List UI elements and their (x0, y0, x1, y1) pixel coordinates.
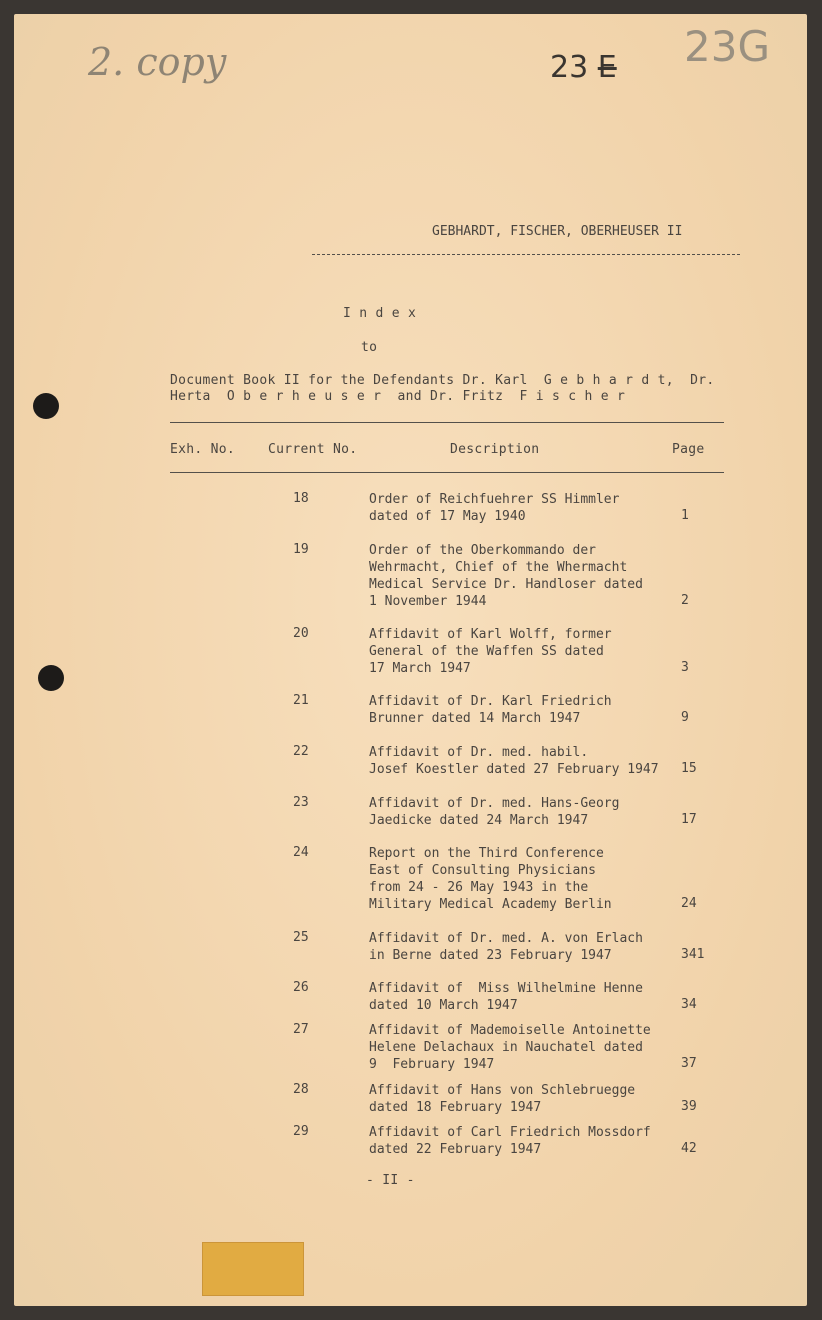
handwritten-doc-number: 23G (684, 22, 770, 71)
entry-description-line: 9 February 1947 (369, 1057, 495, 1072)
entry-description-line: Wehrmacht, Chief of the Whermacht (369, 560, 628, 575)
entry-description (369, 626, 669, 677)
index-title: I n d e x (343, 306, 417, 321)
entry-current-no: 23 (293, 795, 309, 810)
entry-description (369, 693, 669, 727)
col-header-page: Page (672, 442, 705, 457)
entry-page: 341 (681, 947, 705, 962)
col-header-description: Description (450, 442, 540, 457)
index-to: to (361, 340, 378, 355)
punch-hole (38, 665, 64, 691)
adhesive-tape (202, 1242, 304, 1296)
defendants-header: GEBHARDT, FISCHER, OBERHEUSER II (432, 224, 683, 239)
stamp-number-value: 23 (550, 50, 589, 85)
entry-page: 34 (681, 997, 697, 1012)
entry-description-line: Military Medical Academy Berlin (369, 897, 612, 912)
entry-description-line: Affidavit of Dr. med. Hans-Georg (369, 796, 620, 811)
entry-description-line: Affidavit of Carl Friedrich Mossdorf (369, 1125, 651, 1140)
entry-current-no: 19 (293, 542, 309, 557)
title-rule (170, 422, 724, 423)
entry-description-line: Affidavit of Miss Wilhelmine Henne (369, 981, 643, 996)
entry-current-no: 24 (293, 845, 309, 860)
entry-description-line: 17 March 1947 (369, 661, 471, 676)
entry-description-line: Report on the Third Conference (369, 846, 604, 861)
entry-description (369, 980, 669, 1014)
entry-page: 9 (681, 710, 689, 725)
entry-description-line: from 24 - 26 May 1943 in the (369, 880, 589, 895)
entry-current-no: 20 (293, 626, 309, 641)
entry-page: 24 (681, 896, 697, 911)
entry-page: 37 (681, 1056, 697, 1071)
entry-description-line: dated 22 February 1947 (369, 1142, 542, 1157)
entry-page: 17 (681, 812, 697, 827)
entry-description-line: Order of the Oberkommando der (369, 543, 596, 558)
entry-description (369, 845, 669, 913)
entry-description-line: Jaedicke dated 24 March 1947 (369, 813, 589, 828)
entry-description-line: Affidavit of Mademoiselle Antoinette (369, 1023, 651, 1038)
entry-description (369, 491, 669, 525)
handwritten-copy-note: 2. copy (88, 40, 227, 84)
entry-current-no: 29 (293, 1124, 309, 1139)
entry-current-no: 22 (293, 744, 309, 759)
entry-description-line: Helene Delachaux in Nauchatel dated (369, 1040, 643, 1055)
entry-description-line: Affidavit of Dr. med. A. von Erlach (369, 931, 643, 946)
entry-page: 3 (681, 660, 689, 675)
entry-description (369, 1022, 669, 1073)
entry-description-line: General of the Waffen SS dated (369, 644, 604, 659)
entry-page: 2 (681, 593, 689, 608)
col-header-current-no: Current No. (268, 442, 358, 457)
entry-description-line: dated 10 March 1947 (369, 998, 518, 1013)
entry-page: 1 (681, 508, 689, 523)
header-underline (312, 254, 740, 255)
entry-page: 42 (681, 1141, 697, 1156)
column-header-rule (170, 472, 724, 473)
col-header-exh-no: Exh. No. (170, 442, 236, 457)
entry-current-no: 21 (293, 693, 309, 708)
entry-description-line: Josef Koestler dated 27 February 1947 (369, 762, 659, 777)
document-book-title-cont: Herta O b e r h e u s e r and Dr. Fritz F i s c h e r (170, 389, 626, 404)
stamp-struck-letter: E (597, 50, 617, 85)
entry-description-line: Brunner dated 14 March 1947 (369, 711, 581, 726)
entry-description-line: Medical Service Dr. Handloser dated (369, 577, 643, 592)
entry-description (369, 795, 669, 829)
stamp-number (550, 50, 617, 85)
entry-description (369, 744, 669, 778)
entry-description-line: Order of Reichfuehrer SS Himmler (369, 492, 620, 507)
entry-description-line: 1 November 1944 (369, 594, 487, 609)
entry-current-no: 26 (293, 980, 309, 995)
entry-description-line: in Berne dated 23 February 1947 (369, 948, 612, 963)
entry-current-no: 25 (293, 930, 309, 945)
entry-description (369, 930, 669, 964)
entry-current-no: 27 (293, 1022, 309, 1037)
punch-hole (33, 393, 59, 419)
entry-page: 39 (681, 1099, 697, 1114)
entry-description (369, 1124, 669, 1158)
entry-description (369, 542, 669, 610)
document-book-title: Document Book II for the Defendants Dr. Karl G e b h a r d t, Dr. (170, 373, 715, 388)
entry-description-line: Affidavit of Dr. med. habil. (369, 745, 589, 760)
page-marker: - II - (366, 1173, 415, 1188)
entry-description (369, 1082, 669, 1116)
entry-description-line: Affidavit of Dr. Karl Friedrich (369, 694, 612, 709)
entry-current-no: 18 (293, 491, 309, 506)
entry-description-line: dated 18 February 1947 (369, 1100, 542, 1115)
entry-description-line: East of Consulting Physicians (369, 863, 596, 878)
entry-description-line: Affidavit of Karl Wolff, former (369, 627, 612, 642)
entry-description-line: dated of 17 May 1940 (369, 509, 526, 524)
entry-current-no: 28 (293, 1082, 309, 1097)
entry-page: 15 (681, 761, 697, 776)
entry-description-line: Affidavit of Hans von Schlebruegge (369, 1083, 636, 1098)
